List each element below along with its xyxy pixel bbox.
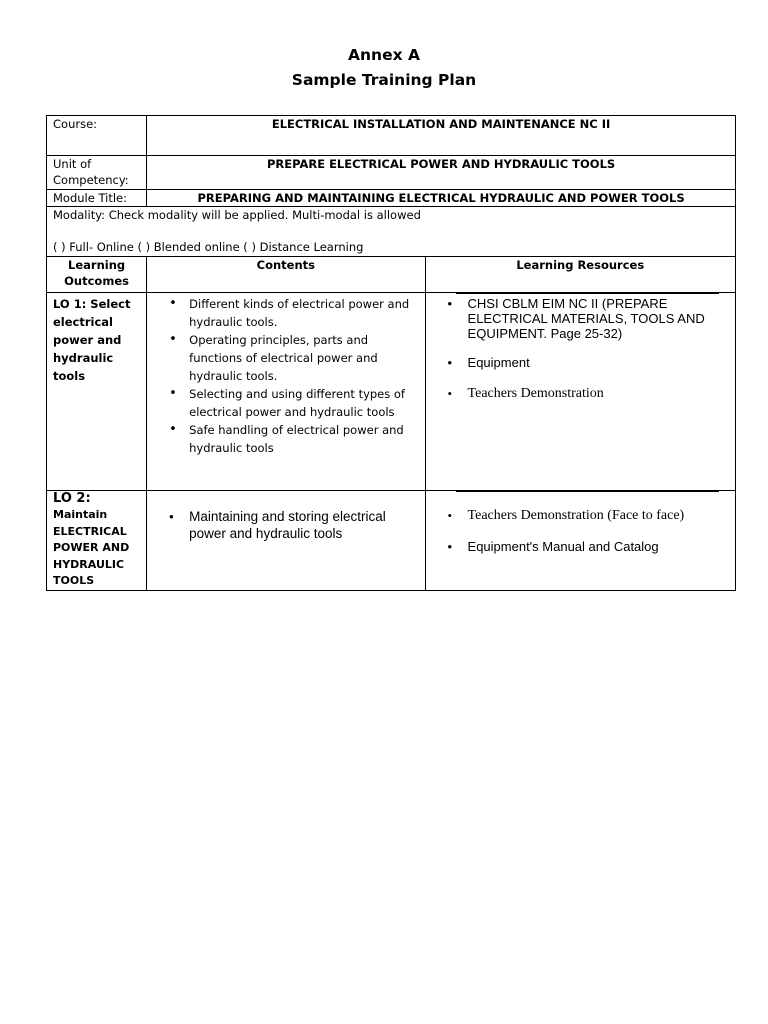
modality-options: ( ) Full- Online ( ) Blended online ( ) Distance Learning (53, 240, 364, 254)
list-item: • Selecting and using different types of electrical power and hydraulic tools (175, 385, 418, 421)
module-row (47, 190, 736, 207)
modality-text: Modality: Check modality will be applied. Multi-modal is allowed (53, 208, 421, 222)
modality-row (47, 207, 736, 257)
lo1-label: LO 1: Select electrical power and hydraulic tools (47, 293, 147, 491)
list-item: • Teachers Demonstration (454, 386, 729, 402)
lo1-row (47, 293, 736, 491)
unit-value: PREPARE ELECTRICAL POWER AND HYDRAULIC TOOLS (147, 156, 736, 190)
lo2-label: Maintain ELECTRICAL POWER AND HYDRAULIC TOOLS (53, 508, 130, 587)
list-item: • Maintaining and storing electrical power and hydraulic tools (175, 508, 418, 542)
course-row (47, 116, 736, 156)
list-item: • Teachers Demonstration (Face to face) (454, 508, 729, 524)
list-item: • Equipment's Manual and Catalog (454, 539, 729, 554)
list-item: • Operating principles, parts and functions of electrical power and hydraulic tools. (175, 331, 418, 385)
course-label: Course: (47, 116, 147, 156)
annex-label: Annex A (348, 46, 420, 64)
course-value: ELECTRICAL INSTALLATION AND MAINTENANCE NC II (147, 116, 736, 156)
training-plan-table (46, 115, 736, 591)
contents-header: Contents (147, 257, 425, 293)
module-value: PREPARING AND MAINTAINING ELECTRICAL HYDRAULIC AND POWER TOOLS (147, 190, 736, 207)
unit-label: Unit of Competency: (47, 156, 147, 190)
unit-row (47, 156, 736, 190)
module-label: Module Title: (47, 190, 147, 207)
outcomes-header: Learning Outcomes (47, 257, 147, 293)
list-item: • CHSI CBLM EIM NC II (PREPARE ELECTRICAL MATERIALS, TOOLS AND EQUIPMENT. Page 25-32) (454, 296, 729, 341)
lo2-prefix: LO 2: (53, 491, 91, 506)
resources-header: Learning Resources (425, 257, 735, 293)
list-item: • Different kinds of electrical power and hydraulic tools. (175, 295, 418, 331)
list-item: • Safe handling of electrical power and hydraulic tools (175, 421, 418, 457)
divider-line (456, 491, 719, 492)
lo2-row (47, 491, 736, 591)
list-item: • Equipment (454, 355, 729, 370)
divider-line (456, 293, 719, 294)
document-title: Sample Training Plan (291, 71, 477, 89)
column-header-row (47, 257, 736, 293)
